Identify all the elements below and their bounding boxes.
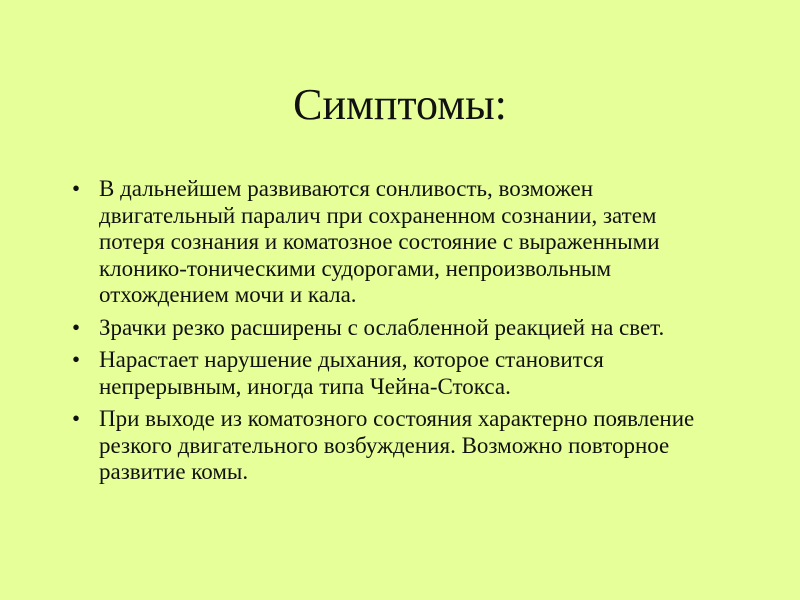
bullet-item (72, 347, 712, 400)
slide-title: Симптомы: (293, 80, 507, 129)
bullet-marker: • (72, 347, 81, 372)
bullet-marker: • (72, 314, 81, 340)
bullet-marker: • (72, 176, 81, 201)
bullet-text: Нарастает нарушение дыхания, которое становится непрерывным, иногда типа Чейна-Стокса. (99, 347, 604, 399)
bullet-marker: • (72, 406, 81, 431)
bullet-item (72, 176, 712, 309)
bullet-text: Зрачки резко расширены с ослабленной реакцией на свет. (99, 314, 665, 340)
bullet-item (72, 406, 712, 486)
bullet-list (72, 176, 712, 492)
bullet-text: В дальнейшем развиваются сонливость, возможен двигательный паралич при сохраненном сознании, затем потеря сознания и коматозное состояние с выраженными клонико-тоническими судорогами, непроизвольным отхождением мочи и кала. (99, 176, 660, 307)
bullet-item (72, 315, 712, 342)
bullet-text: При выходе из коматозного состояния характерно появление резкого двигательного возбуждения. Возможно повторное развитие комы. (99, 406, 695, 484)
